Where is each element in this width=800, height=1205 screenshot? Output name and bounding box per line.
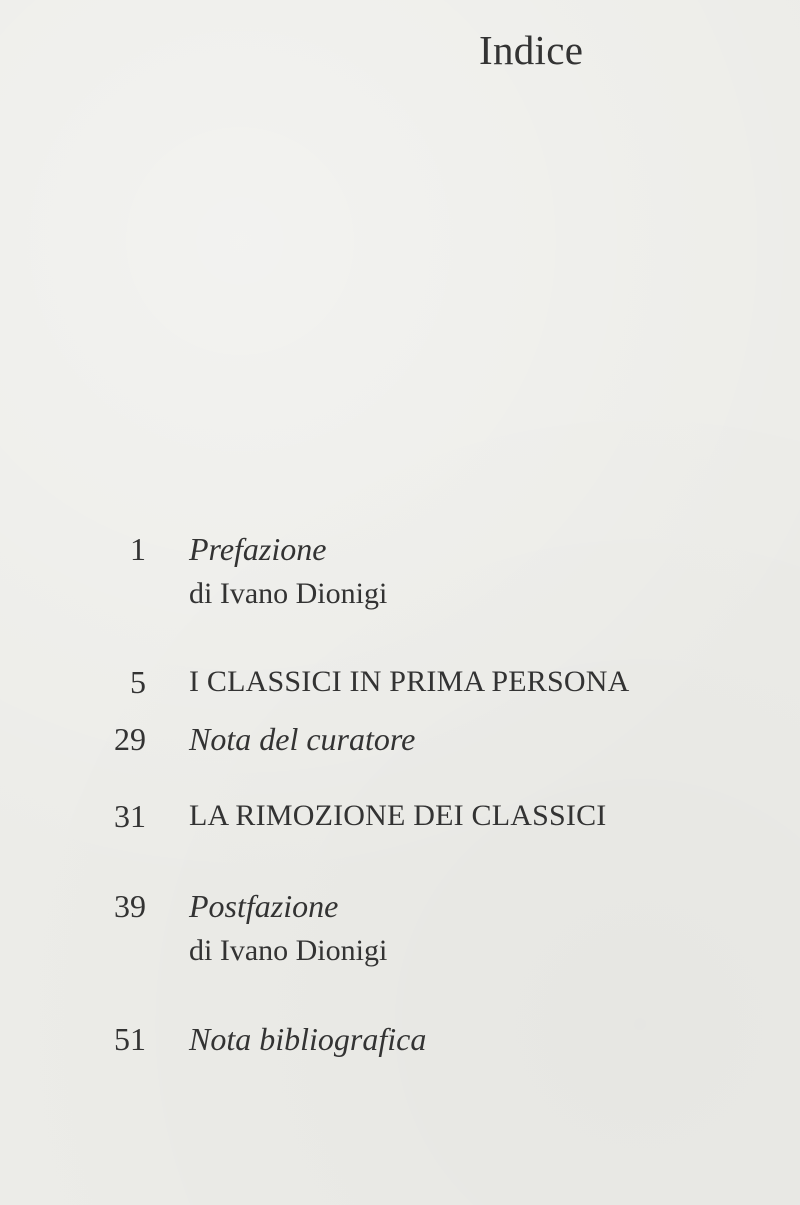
toc-entry-title: I CLASSICI IN PRIMA PERSONA [189,665,630,698]
toc-page-number: 31 [114,798,146,834]
toc-entry-subtitle: di Ivano Dionigi [189,934,388,967]
toc-page-number: 39 [114,888,146,924]
toc-page-number: 5 [130,664,146,700]
toc-page-number: 29 [114,721,146,757]
toc-entry-title: Nota bibliografica [189,1021,427,1057]
toc-entry-title: Prefazione [189,531,327,567]
toc-entry-title: Nota del curatore [189,721,416,757]
toc-entry-subtitle: di Ivano Dionigi [189,577,388,610]
page-title: Indice [479,27,584,73]
toc-entry-title: LA RIMOZIONE DEI CLASSICI [189,799,607,832]
toc-page-number: 1 [130,531,146,567]
toc-page-number: 51 [114,1021,146,1057]
toc-entry-title: Postfazione [189,888,339,924]
